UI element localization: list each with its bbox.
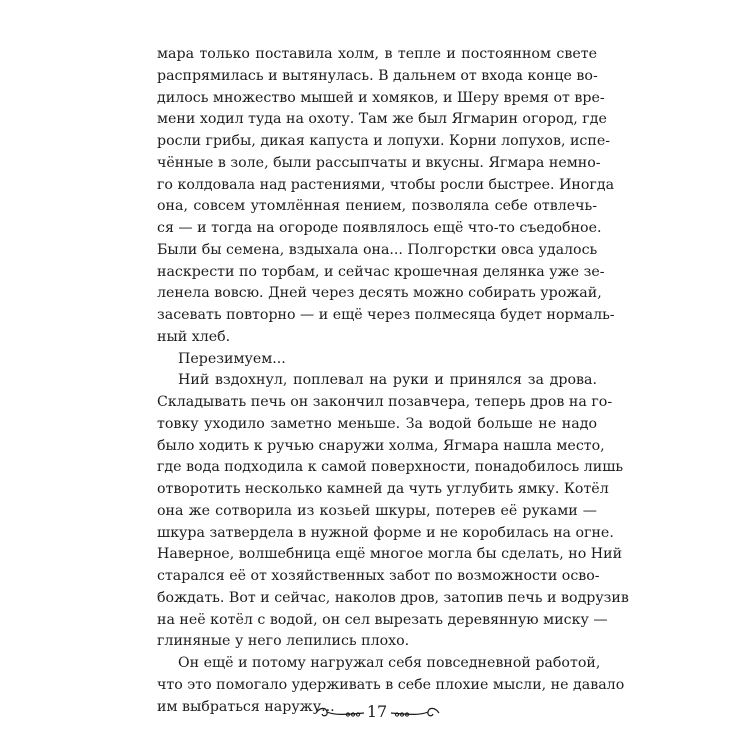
ornament-right-icon (389, 704, 441, 724)
text-line: росли грибы, дикая капуста и лопухи. Корни лопухов, испе- (157, 133, 611, 149)
text-line: Складывать печь он закончил позавчера, теперь дров на го- (157, 394, 613, 410)
text-line: Он ещё и потому нагружал себя повседневной работой, (178, 655, 601, 671)
text-line: она же сотворила из козьей шкуры, потерев её руками — (157, 502, 597, 519)
text-line: Перезимуем... (178, 350, 286, 367)
text-line: им выбраться наружу... (157, 698, 335, 715)
text-line: на неё котёл с водой, он сел вырезать деревянную миску — (157, 611, 608, 628)
text-line: наскрести по торбам, и сейчас крошечная делянка уже зе- (157, 263, 605, 280)
text-line: глиняные у него лепились плохо. (157, 633, 410, 650)
text-line: она, совсем утомлённая пением, позволяла себе отвлечь- (157, 198, 597, 215)
text-line: ленела вовсю. Дней через десять можно собирать урожай, (157, 285, 602, 302)
text-line: где вода подходила к самой поверхности, понадобилось лишь (157, 459, 624, 476)
text-line: старался её от хозяйственных забот по возможности осво- (157, 568, 600, 584)
page-number: 17 (366, 702, 388, 721)
text-line: го колдовала над растениями, чтобы росли быстрее. Иногда (157, 176, 615, 193)
text-line: шкура затвердела в нужной форме и не коробилась на огне. (157, 524, 614, 541)
text-line: что это помогало удерживать в себе плохие мысли, не давало (157, 676, 625, 693)
text-line: засевать повторно — и ещё через полмесяца будет нормаль- (157, 307, 615, 323)
text-line: распрямилась и вытянулась. В дальнем от входа конце во- (157, 67, 598, 84)
text-line: мени ходил туда на охоту. Там же был Ягмарин огород, где (157, 111, 607, 128)
text-line: ся — и тогда на огороде появлялось ещё что-то съедобное. (157, 220, 602, 236)
text-line: Были бы семена, вздыхала она... Полгорстки овса удалось (157, 241, 598, 258)
text-line: было ходить к ручью снаружи холма, Ягмара нашла место, (157, 437, 605, 454)
text-line: бождать. Вот и сейчас, наколов дров, затопив печь и водрузив (157, 589, 629, 606)
text-line: товку уходило заметно меньше. За водой больше не надо (157, 415, 597, 432)
page-footer (0, 700, 755, 730)
text-line: Ний вздохнул, поплевал на руки и принялся за дрова. (178, 372, 597, 389)
text-line: чённые в золе, были рассыпчаты и вкусны. Ягмара немно- (157, 154, 601, 171)
text-line: дилось множество мышей и хомяков, и Шеру время от вре- (157, 89, 605, 106)
body-text (157, 44, 629, 718)
text-line: ный хлеб. (157, 328, 231, 345)
text-line: Наверное, волшебница ещё многое могла бы сделать, но Ний (157, 546, 623, 563)
text-line: отворотить несколько камней да чуть углубить ямку. Котёл (157, 481, 609, 497)
text-line: мара только поставила холм, в тепле и постоянном свете (157, 46, 597, 62)
